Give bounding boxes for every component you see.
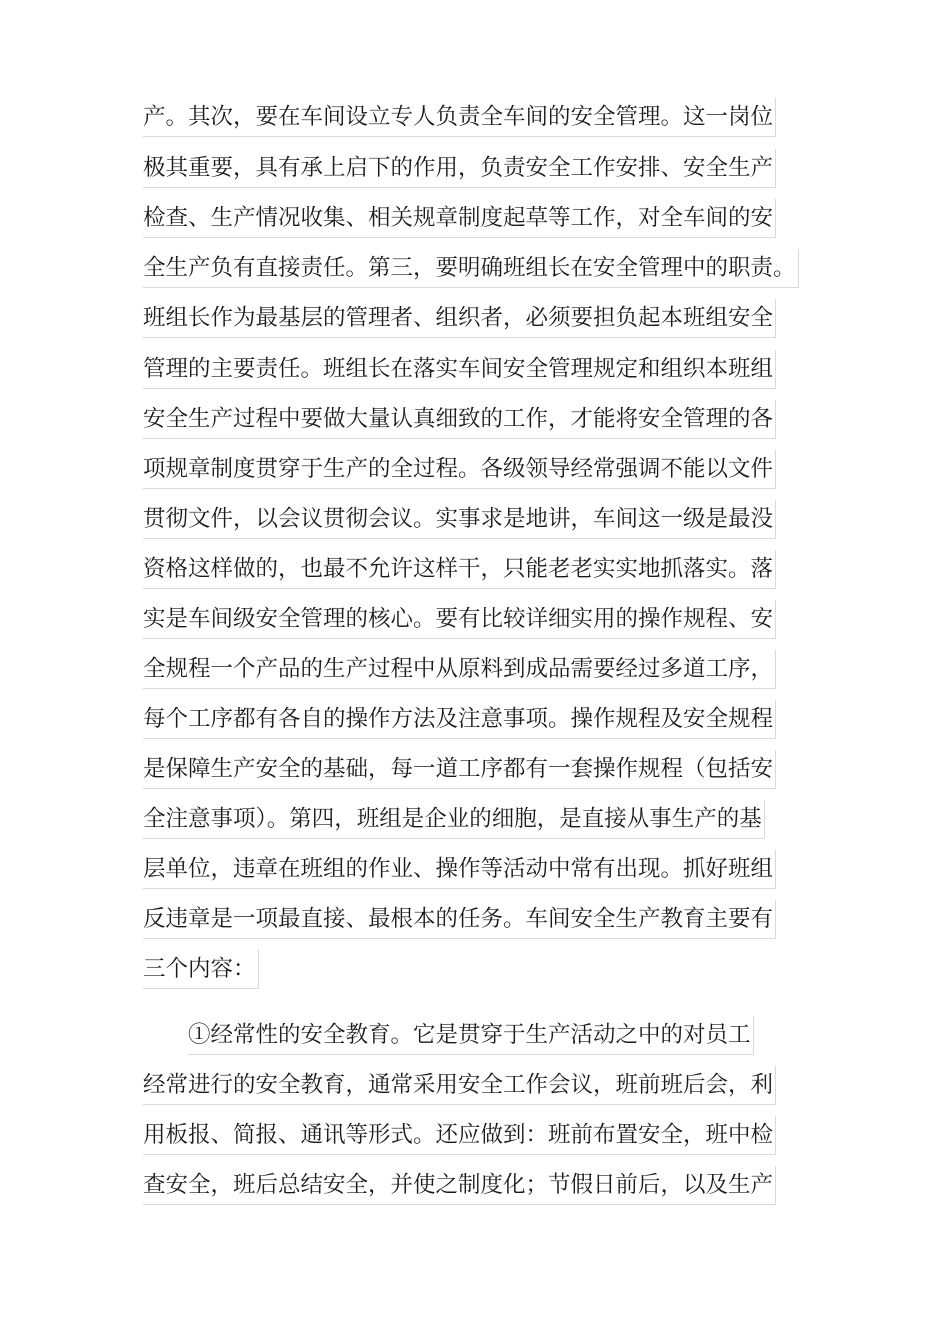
text-line: 项规章制度贯穿于生产的全过程。各级领导经常强调不能以文件 bbox=[143, 450, 776, 489]
text-line: 用板报、简报、通讯等形式。还应做到：班前布置安全，班中检 bbox=[143, 1116, 776, 1155]
text-line: 安全生产过程中要做大量认真细致的工作，才能将安全管理的各 bbox=[143, 400, 776, 439]
text-line: 全规程一个产品的生产过程中从原料到成品需要经过多道工序， bbox=[143, 650, 776, 689]
text-line: 产。其次，要在车间设立专人负责全车间的安全管理。这一岗位 bbox=[143, 98, 776, 137]
text-line: 反违章是一项最直接、最根本的任务。车间安全生产教育主要有 bbox=[143, 900, 776, 939]
text-line: 极其重要，具有承上启下的作用，负责安全工作安排、安全生产 bbox=[143, 149, 776, 188]
text-line: 实是车间级安全管理的核心。要有比较详细实用的操作规程、安 bbox=[143, 600, 776, 639]
text-line: 检查、生产情况收集、相关规章制度起草等工作，对全车间的安 bbox=[143, 199, 776, 238]
text-line-indented: ①经常性的安全教育。它是贯穿于生产活动之中的对员工 bbox=[188, 1016, 754, 1055]
text-line: 三个内容： bbox=[143, 950, 259, 989]
text-line: 层单位，违章在班组的作业、操作等活动中常有出现。抓好班组 bbox=[143, 850, 776, 889]
text-line: 是保障生产安全的基础，每一道工序都有一套操作规程（包括安 bbox=[143, 750, 776, 789]
text-line: 经常进行的安全教育，通常采用安全工作会议，班前班后会，利 bbox=[143, 1066, 776, 1105]
text-line: 每个工序都有各自的操作方法及注意事项。操作规程及安全规程 bbox=[143, 700, 776, 739]
text-line: 查安全，班后总结安全，并使之制度化；节假日前后，以及生产 bbox=[143, 1166, 776, 1205]
text-line: 全注意事项）。第四，班组是企业的细胞，是直接从事生产的基 bbox=[143, 800, 765, 839]
text-line: 贯彻文件，以会议贯彻会议。实事求是地讲，车间这一级是最没 bbox=[143, 500, 776, 539]
text-line: 全生产负有直接责任。第三，要明确班组长在安全管理中的职责。 bbox=[143, 249, 799, 288]
text-line: 资格这样做的，也最不允许这样干，只能老老实实地抓落实。落 bbox=[143, 550, 776, 589]
text-line: 管理的主要责任。班组长在落实车间安全管理规定和组织本班组 bbox=[143, 350, 776, 389]
text-line: 班组长作为最基层的管理者、组织者，必须要担负起本班组安全 bbox=[143, 299, 776, 338]
